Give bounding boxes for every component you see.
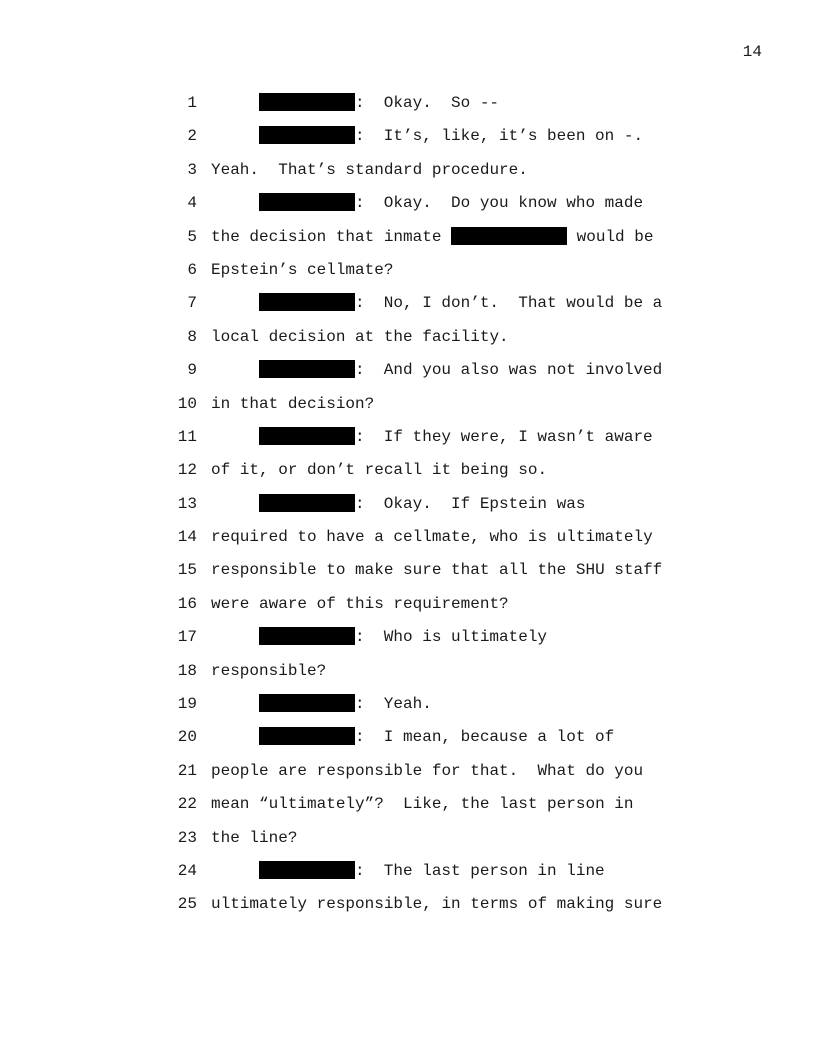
transcript-line <box>0 661 816 694</box>
line-number: 18 <box>177 661 197 680</box>
transcript-line <box>0 360 816 393</box>
transcript-line <box>0 427 816 460</box>
line-number: 20 <box>177 728 197 747</box>
page-number: 14 <box>742 43 762 61</box>
line-text <box>259 427 653 447</box>
line-content: were aware of this requirement? <box>211 594 509 613</box>
line-text <box>259 727 614 747</box>
transcript-line <box>0 761 816 794</box>
line-number: 7 <box>187 294 197 313</box>
line-number: 1 <box>187 94 197 112</box>
redaction-block <box>259 627 355 645</box>
line-text <box>259 126 643 146</box>
line-content: of it, or don’t recall it being so. <box>211 461 548 480</box>
transcript-line <box>0 460 816 493</box>
line-number: 10 <box>177 394 197 413</box>
line-number: 14 <box>177 528 197 547</box>
redaction-block <box>451 227 567 245</box>
line-text <box>259 494 585 514</box>
redaction-block <box>259 293 355 311</box>
transcript-line <box>0 394 816 427</box>
line-number: 5 <box>187 227 197 246</box>
transcript-line <box>0 93 816 126</box>
line-text <box>211 227 653 247</box>
line-content: : It’s, like, it’s been on -. <box>355 127 644 146</box>
line-content: ultimately responsible, in terms of making sure <box>211 895 663 914</box>
line-number: 8 <box>187 327 197 346</box>
line-number: 9 <box>187 361 197 380</box>
line-content: : Okay. Do you know who made <box>355 194 644 213</box>
line-number: 11 <box>177 427 197 446</box>
redaction-block <box>259 861 355 879</box>
line-content: Yeah. That’s standard procedure. <box>211 160 528 179</box>
line-content: responsible to make sure that all the SHU staff <box>211 561 663 580</box>
transcript-line <box>0 627 816 660</box>
transcript-line <box>0 527 816 560</box>
line-number: 22 <box>177 795 197 814</box>
transcript-line <box>0 494 816 527</box>
line-content-after: would be <box>567 227 654 246</box>
line-content: : Yeah. <box>355 695 432 714</box>
line-text <box>259 93 499 113</box>
line-content: people are responsible for that. What do you <box>211 761 644 780</box>
line-content: : If they were, I wasn’t aware <box>355 427 653 446</box>
line-text <box>259 193 643 213</box>
transcript-line <box>0 126 816 159</box>
line-text <box>259 861 605 881</box>
line-content: Epstein’s cellmate? <box>211 260 394 279</box>
line-content: in that decision? <box>211 394 375 413</box>
line-text <box>259 360 662 380</box>
transcript-line <box>0 327 816 360</box>
line-number: 17 <box>177 628 197 647</box>
line-number: 15 <box>177 561 197 580</box>
transcript-body <box>0 93 816 928</box>
line-number: 21 <box>177 761 197 780</box>
transcript-line <box>0 160 816 193</box>
line-content: local decision at the facility. <box>211 327 509 346</box>
transcript-line <box>0 260 816 293</box>
line-content: mean “ultimately”? Like, the last person in <box>211 795 634 814</box>
line-content: : Who is ultimately <box>355 628 548 647</box>
redaction-block <box>259 427 355 445</box>
line-content: required to have a cellmate, who is ultimately <box>211 528 653 547</box>
redaction-block <box>259 126 355 144</box>
line-number: 13 <box>177 494 197 513</box>
transcript-line <box>0 193 816 226</box>
line-number: 23 <box>177 828 197 847</box>
line-content: responsible? <box>211 661 327 680</box>
transcript-line <box>0 694 816 727</box>
line-number: 25 <box>177 895 197 914</box>
transcript-line <box>0 560 816 593</box>
line-number: 19 <box>177 695 197 714</box>
line-content: : I mean, because a lot of <box>355 728 615 747</box>
transcript-line <box>0 293 816 326</box>
line-content: the line? <box>211 828 298 847</box>
line-number: 2 <box>187 127 197 146</box>
line-text <box>259 694 432 714</box>
transcript-line <box>0 828 816 861</box>
line-content: : Okay. So -- <box>355 94 500 112</box>
line-number: 12 <box>177 461 197 480</box>
line-number: 4 <box>187 194 197 213</box>
transcript-line <box>0 727 816 760</box>
transcript-line <box>0 594 816 627</box>
line-content: : Okay. If Epstein was <box>355 494 586 513</box>
redaction-block <box>259 193 355 211</box>
redaction-block <box>259 694 355 712</box>
line-number: 16 <box>177 594 197 613</box>
line-number: 3 <box>187 160 197 179</box>
transcript-line <box>0 894 816 927</box>
line-content-before: the decision that inmate <box>211 227 452 246</box>
line-text <box>259 293 662 313</box>
line-number: 6 <box>187 260 197 279</box>
redaction-block <box>259 727 355 745</box>
redaction-block <box>259 360 355 378</box>
line-content: : The last person in line <box>355 861 605 880</box>
redaction-block <box>259 93 355 111</box>
transcript-line <box>0 794 816 827</box>
transcript-line <box>0 861 816 894</box>
redaction-block <box>259 494 355 512</box>
line-text <box>259 627 547 647</box>
line-content: : No, I don’t. That would be a <box>355 294 663 313</box>
line-content: : And you also was not involved <box>355 361 663 380</box>
transcript-line <box>0 227 816 260</box>
line-number: 24 <box>177 861 197 880</box>
